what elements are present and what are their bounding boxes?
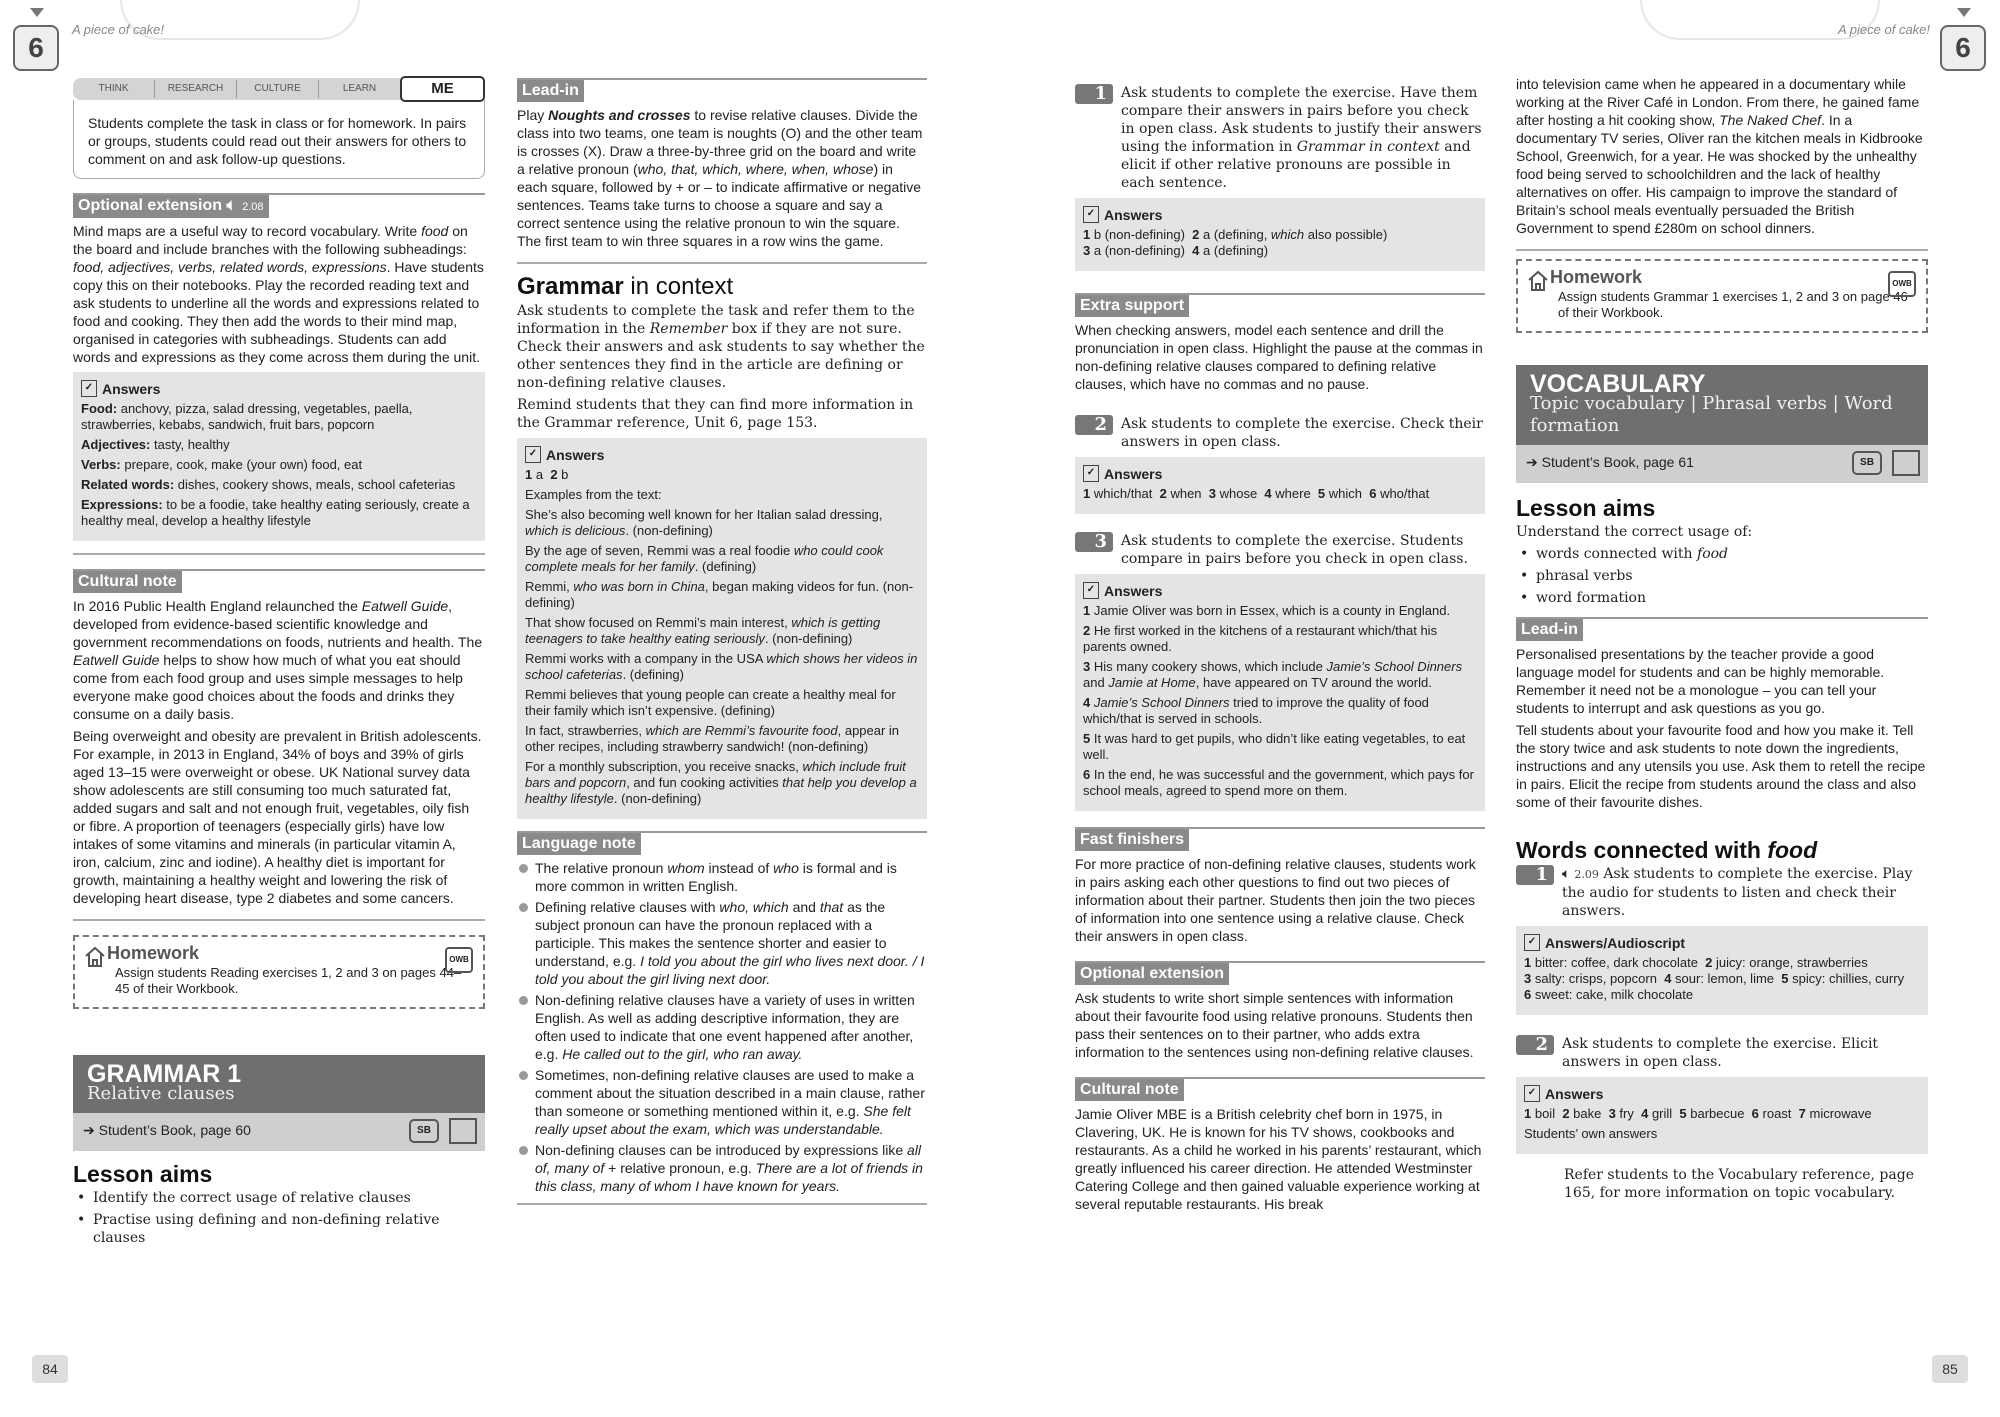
answers-list [81, 401, 477, 529]
exercise-1 [1075, 84, 1485, 192]
answer-key: Adjectives: [81, 437, 154, 452]
grammar-section-banner [73, 1055, 485, 1113]
arrow-icon: ➔ [83, 1122, 95, 1138]
words-connected-heading [1516, 837, 1928, 863]
unit-title-left: A piece of cake! [72, 22, 165, 37]
students-book-reference [73, 1113, 485, 1151]
answers-box [1075, 574, 1485, 811]
list-item: Remmi works with a company in the USA which shows her videos in school cafeterias. (defining) [525, 651, 918, 682]
list-item: That show focused on Remmi’s main interest, which is getting teenagers to take healthy eating seriously. (non-defining) [525, 615, 881, 646]
exercise-1 [1516, 865, 1928, 920]
answers-icon: ✓ [81, 380, 97, 397]
answer-key: Expressions: [81, 497, 167, 512]
heading-bold: Grammar [517, 273, 624, 300]
list-item: She’s also becoming well known for her Italian salad dressing, which is delicious. (non-defining) [525, 507, 883, 538]
answers-text: Students’ own answers [1524, 1126, 1658, 1141]
optional-extension-heading: Optional extension [1075, 963, 1229, 985]
homework-text: Assign students Reading exercises 1, 2 and 3 on pages 44–45 of their Workbook. [115, 965, 462, 996]
list-item [81, 401, 477, 433]
speaker-icon: 🔈︎ [1562, 866, 1571, 882]
lead-in-p1: Personalised presentations by the teacher provide a good language model for students and can be highly memorable. Remember it need not be a monologue – you can tell your students to interrupt and ask questions as you go. [1516, 646, 1885, 716]
answers-box [73, 372, 485, 541]
optional-extension-text: Ask students to write short simple sentences with information about their favourite food using relative pronouns. Students then pass their sentences on to their partner, who adds extra information to the sentences using non-defining relative clauses. [1075, 990, 1474, 1060]
answer-key: Food: [81, 401, 121, 416]
audio-track: 2.08 [242, 201, 264, 213]
cultural-note-p1: In 2016 Public Health England relaunched the Eatwell Guide, developed from evidence-based scientific knowledge and government recommendations on foods, nutrients and health. The Eatwell Guide helps to show how much of what you eat should come from each food group and uses simple messages to help everyone make good choices about the foods and drinks they consume on a daily basis. [73, 598, 483, 722]
answers-box [1516, 926, 1928, 1015]
divider [73, 553, 485, 555]
homework-box [73, 935, 485, 1009]
unit-number-right: 6 [1940, 25, 1986, 71]
tab-learn: LEARN [342, 83, 377, 94]
list-item: Sometimes, non-defining relative clauses are used to make a comment about the situation described in a main clause, rather than someone or something mentioned within it, e.g. She felt really upset about the exam, which was understandable. [517, 1066, 927, 1138]
page-number-left: 84 [32, 1355, 68, 1383]
students-book-text: Student’s Book, page 61 [1541, 454, 1694, 470]
answers-text: 1 b (non-defining) 2 a (defining, which also possible) 3 a (non-defining) 4 a (defining) [1083, 227, 1388, 258]
answer-key: Related words: [81, 477, 178, 492]
optional-extension-title: Optional extension [78, 197, 223, 214]
list-item: By the age of seven, Remmi was a real foodie who could cook complete meals for her family. (defining) [525, 543, 884, 574]
lead-in-heading: Lead-in [517, 80, 584, 102]
optional-extension-text: Mind maps are a useful way to record vocabulary. Write food on the board and include branches with the following subheadings: food, adjectives, verbs, related words, expressions. Have students copy this on their notebooks. Play the recorded reading text and ask students to underline all the words and expressions related to food and cooking. They then add the words to their mind map, organised in categories with subheadings. Students can add words and expressions as they come across them during the unit. [73, 223, 484, 365]
list-item: 6 In the end, he was successful and the government, which pays for school meals, agreed to spend more on them. [1083, 767, 1474, 798]
answers-title: Answers [1545, 1085, 1604, 1102]
list-item: Defining relative clauses with who, which and that as the subject pronoun can have the pronoun replaced with a participle. This makes the sentence shorter and easier to understand, e.g. I told you about the girl who lives next door. / I told you about the girl living next door. [517, 898, 927, 988]
fast-finishers-heading: Fast finishers [1075, 829, 1189, 851]
heading-rest: in context [623, 273, 734, 300]
grammar-in-context-p1: Ask students to complete the task and refer them to the information in the Remember box if they are not sure. Check their answers and ask students to say whether the other sentences they find in the article are defining or non-defining relative clauses. [517, 303, 925, 391]
answers-list [1083, 603, 1477, 799]
exercise-number: 2 [1075, 415, 1113, 435]
home-icon [83, 945, 107, 969]
arrow-icon: ➔ [1526, 454, 1538, 470]
answers-title: Answers [1104, 582, 1163, 599]
extra-support-heading: Extra support [1075, 295, 1189, 317]
answers-box [517, 438, 927, 819]
list-item [81, 437, 477, 453]
answers-icon: ✓ [1083, 206, 1099, 223]
lesson-aims-list [73, 1189, 485, 1247]
board-icon [449, 1118, 477, 1144]
divider [517, 262, 927, 264]
unit-number-left: 6 [13, 25, 59, 71]
answers-icon: ✓ [1524, 1085, 1540, 1102]
tab-think: THINK [73, 80, 155, 98]
lesson-aims-heading: Lesson aims [73, 1161, 213, 1187]
answers-title: Answers [102, 380, 161, 397]
language-note-heading: Language note [517, 833, 641, 855]
vocabulary-reference-note: Refer students to the Vocabulary reference, page 165, for more information on topic vocabulary. [1564, 1167, 1914, 1201]
section-title: VOCABULARY [1530, 370, 1706, 398]
list-item: 1 Jamie Oliver was born in Essex, which is a county in England. [1083, 603, 1451, 618]
list-item: 4 Jamie’s School Dinners tried to improve the quality of food which/that is served in schools. [1083, 695, 1429, 726]
lead-in-heading: Lead-in [1516, 619, 1583, 641]
answer-key: Verbs: [81, 457, 125, 472]
answers-title: Answers/Audioscript [1545, 934, 1686, 951]
answer-value: tasty, healthy [153, 437, 230, 452]
list-item: In fact, strawberries, which are Remmi’s favourite food, appear in other recipes, including strawberry sandwich! (non-defining) [525, 723, 900, 754]
heading-italic: food [1767, 837, 1818, 863]
column-1 [73, 78, 485, 1251]
me-task-box [73, 100, 485, 179]
answers-title: Answers [1104, 206, 1163, 223]
exercise-number: 1 [1516, 865, 1554, 885]
answers-line: 1 a 2 b [525, 467, 569, 482]
grammar-in-context-p2: Remind students that they can find more information in the Grammar reference, Unit 6, page 153. [517, 397, 914, 431]
students-book-icon: SB [409, 1119, 439, 1143]
answers-text: 1 boil 2 bake 3 fry 4 grill 5 barbecue 6 roast 7 microwave [1524, 1106, 1872, 1121]
optional-extension-heading [73, 195, 269, 218]
workbook-icon: OWB [1888, 271, 1916, 297]
answers-text: 1 bitter: coffee, dark chocolate 2 juicy: orange, strawberries 3 salty: crisps, popcorn 4 sour: lemon, lime 5 spicy: chillies, curry 6 sweet: cake, milk chocolate [1524, 955, 1905, 1002]
exercise-3 [1075, 532, 1485, 568]
answer-value: to be a foodie, take healthy eating seriously, create a healthy meal, develop a healthy lifestyle [81, 497, 470, 528]
list-item: 5 It was hard to get pupils, who didn’t like eating vegetables, to eat well. [1083, 731, 1466, 762]
list-item [81, 477, 477, 493]
column-3 [1075, 78, 1485, 1217]
list-item: For a monthly subscription, you receive snacks, which include fruit bars and popcorn, and fun cooking activities that help you develop a healthy lifestyle. (non-defining) [525, 759, 917, 806]
extra-support-text: When checking answers, model each sentence and drill the pronunciation in open class. Highlight the pause at the commas in non-defining relative clauses compared to defining relative clauses, which have no commas and no pause. [1075, 322, 1483, 392]
list-item: • Practise using defining and non-defining relative clauses [73, 1211, 485, 1247]
tab-culture: CULTURE [237, 80, 319, 98]
examples-list [525, 507, 919, 807]
list-item: Non-defining relative clauses have a variety of uses in written English. As well as adding descriptive information, they are often used to indicate that one event happened after another, e.g. He called out to the girl, who ran away. [517, 991, 927, 1063]
lead-in-p2: Tell students about your favourite food and how you make it. Tell the story twice and ask students to note down the ingredients, instructions and any utensils you use. Ask them to retell the recipe in pairs. Elicit the recipe from students around the class and also some of their favourite dishes. [1516, 722, 1926, 810]
lesson-aims-heading: Lesson aims [1516, 495, 1656, 521]
fast-finishers-text: For more practice of non-defining relative clauses, students work in pairs asking each other questions to find out two pieces of information about their partner. Students then join the two pieces of information into one sentence using a relative clause. Check their answers in open class. [1075, 856, 1476, 944]
answer-value: anchovy, pizza, salad dressing, vegetables, paella, strawberries, kebabs, sandwich, fruit bars, popcorn [81, 401, 413, 432]
divider [1516, 249, 1928, 251]
list-item [81, 497, 477, 529]
heading-text: Words connected with [1516, 837, 1768, 863]
answers-icon: ✓ [1524, 934, 1540, 951]
lesson-aims-list [1516, 545, 1928, 607]
exercise-text: Ask students to complete the exercise. Play the audio for students to listen and check their answers. [1562, 866, 1913, 919]
lesson-aims-intro: Understand the correct usage of: [1516, 524, 1753, 540]
list-item: 3 His many cookery shows, which include Jamie’s School Dinners and Jamie at Home, have appeared on TV around the world. [1083, 659, 1463, 690]
exercise-number: 2 [1516, 1035, 1554, 1055]
grammar-in-context-heading [517, 273, 927, 300]
answers-line: Examples from the text: [525, 487, 662, 502]
workbook-icon: OWB [445, 947, 473, 973]
skill-tabs [73, 78, 485, 100]
answers-box [1075, 457, 1485, 514]
homework-text: Assign students Grammar 1 exercises 1, 2 and 3 on page 46 of their Workbook. [1558, 289, 1908, 320]
section-title: GRAMMAR 1 [87, 1060, 242, 1088]
cultural-note-text: Jamie Oliver MBE is a British celebrity chef born in 1975, in Clavering, UK. He is known for his TV shows, cookbooks and restaurants. As a child he worked in his parents’ restaurant, which greatly influenced his career direction. He attended Westminster Catering College and then gained valuable experience working at several reputable restaurants. His break [1075, 1106, 1482, 1212]
students-book-reference [1516, 445, 1928, 483]
answers-box [1075, 198, 1485, 271]
answers-title: Answers [1104, 465, 1163, 482]
students-book-icon: SB [1852, 451, 1882, 475]
list-item: • Identify the correct usage of relative clauses [73, 1189, 485, 1207]
homework-box [1516, 259, 1928, 333]
tab-me: ME [400, 76, 485, 102]
home-icon [1526, 269, 1550, 293]
students-book-text: Student’s Book, page 60 [98, 1122, 251, 1138]
me-task-text: Students complete the task in class or for homework. In pairs or groups, students could read out their answers for others to comment on and ask follow-up questions. [88, 115, 467, 167]
column-2 [517, 78, 927, 1219]
answer-value: dishes, cookery shows, meals, school cafeterias [177, 477, 456, 492]
exercise-text: Ask students to complete the exercise. Elicit answers in open class. [1562, 1036, 1879, 1070]
exercise-2 [1516, 1035, 1928, 1071]
list-item: Remmi, who was born in China, began making videos for fun. (non-defining) [525, 579, 914, 610]
answers-icon: ✓ [1083, 582, 1099, 599]
exercise-text: Ask students to complete the exercise. Students compare in pairs before you check in open class. [1121, 533, 1468, 567]
exercise-text: Ask students to complete the exercise. Check their answers in open class. [1121, 416, 1483, 450]
tab-research: RESEARCH [155, 80, 237, 98]
exercise-2 [1075, 415, 1485, 451]
list-item: The relative pronoun whom instead of who is formal and is more common in written English. [517, 859, 927, 895]
cultural-note-p2: Being overweight and obesity are prevalent in British adolescents. For example, in 2013 in England, 34% of boys and 39% of girls aged 13–15 were overweight or obese. UK National survey data show adolescents are still consuming too much saturated fat, added sugars and salt and not enough fruit, vegetables, oily fish or fibre. A proportion of teenagers (especially girls) have low intakes of some vitamins and minerals (in particular vitamin A, iron, calcium, zinc and iodine). A healthy diet is important for growth, maintaining a healthy weight and lowering the risk of developing heart disease, type 2 diabetes and some cancers. [73, 728, 482, 906]
section-subtitle: Relative clauses [87, 1083, 235, 1104]
page-number-right: 85 [1932, 1355, 1968, 1383]
homework-title: Homework [1550, 267, 1643, 287]
divider [517, 1203, 927, 1205]
answers-title: Answers [546, 446, 605, 463]
answers-icon: ✓ [1083, 465, 1099, 482]
exercise-number: 1 [1075, 84, 1113, 104]
list-item: Non-defining clauses can be introduced by expressions like all of, many of + relative pronoun, e.g. There are a lot of friends in this class, many of whom I have known for years. [517, 1141, 927, 1195]
lead-in-text: Play Noughts and crosses to revise relative clauses. Divide the class into two teams, one team is noughts (O) and the other team is crosses (X). Draw a three-by-three grid on the board and write a relative pronoun (who, that, which, where, when, whose) in each square, followed by + or – to indicate affirmative or negative sentences. Teams take turns to choose a square and say a correct sentence using the relative pronoun to win the square. The first team to win three squares in a row wins the game. [517, 107, 923, 249]
audio-track: 2.09 [1574, 868, 1599, 881]
speaker-icon: 🔈︎ [226, 197, 237, 214]
answers-text: 1 which/that 2 when 3 whose 4 where 5 which 6 who/that [1083, 486, 1430, 501]
board-icon [1892, 450, 1920, 476]
exercise-number: 3 [1075, 532, 1113, 552]
answers-box [1516, 1077, 1928, 1154]
answers-icon: ✓ [525, 446, 541, 463]
vocabulary-section-banner [1516, 365, 1928, 445]
column-4 [1516, 78, 1928, 1202]
triangle-marker-icon [30, 8, 44, 17]
unit-title-right: A piece of cake! [1838, 22, 1931, 37]
list-item: 2 He first worked in the kitchens of a restaurant which/that his parents owned. [1083, 623, 1438, 654]
cultural-note-heading: Cultural note [73, 571, 182, 593]
cultural-note-heading: Cultural note [1075, 1079, 1184, 1101]
list-item: • words connected with food [1516, 545, 1928, 563]
homework-title: Homework [107, 943, 200, 963]
list-item [81, 457, 477, 473]
language-note-list [517, 859, 927, 1195]
list-item: Remmi believes that young people can create a healthy meal for their family which isn’t expensive. (defining) [525, 687, 896, 718]
list-item: • phrasal verbs [1516, 567, 1928, 585]
triangle-marker-icon [1957, 8, 1971, 17]
list-item: • word formation [1516, 589, 1928, 607]
section-subtitle: Topic vocabulary | Phrasal verbs | Word formation [1530, 393, 1893, 436]
cultural-note-continued: into television came when he appeared in a documentary while working at the River Café in London. From there, he gained fame after hosting a hit cooking show, The Naked Chef. In a documentary TV series, Oliver ran the kitchen meals in Kidbrooke School, Greenwich, for a year. He was shocked by the unhealthy food being served to schoolchildren and the lack of healthy alternatives on offer. His campaign to improve the standard of Britain’s school meals eventually persuaded the British Government to spend £280m on school dinners. [1516, 76, 1923, 236]
divider [73, 919, 485, 921]
answer-value: prepare, cook, make (your own) food, eat [124, 457, 363, 472]
exercise-text: Ask students to complete the exercise. Have them compare their answers in pairs before you check in open class. Ask students to justify their answers using the information in Grammar in context and elicit if other relative pronouns are possible in each sentence. [1121, 85, 1482, 191]
